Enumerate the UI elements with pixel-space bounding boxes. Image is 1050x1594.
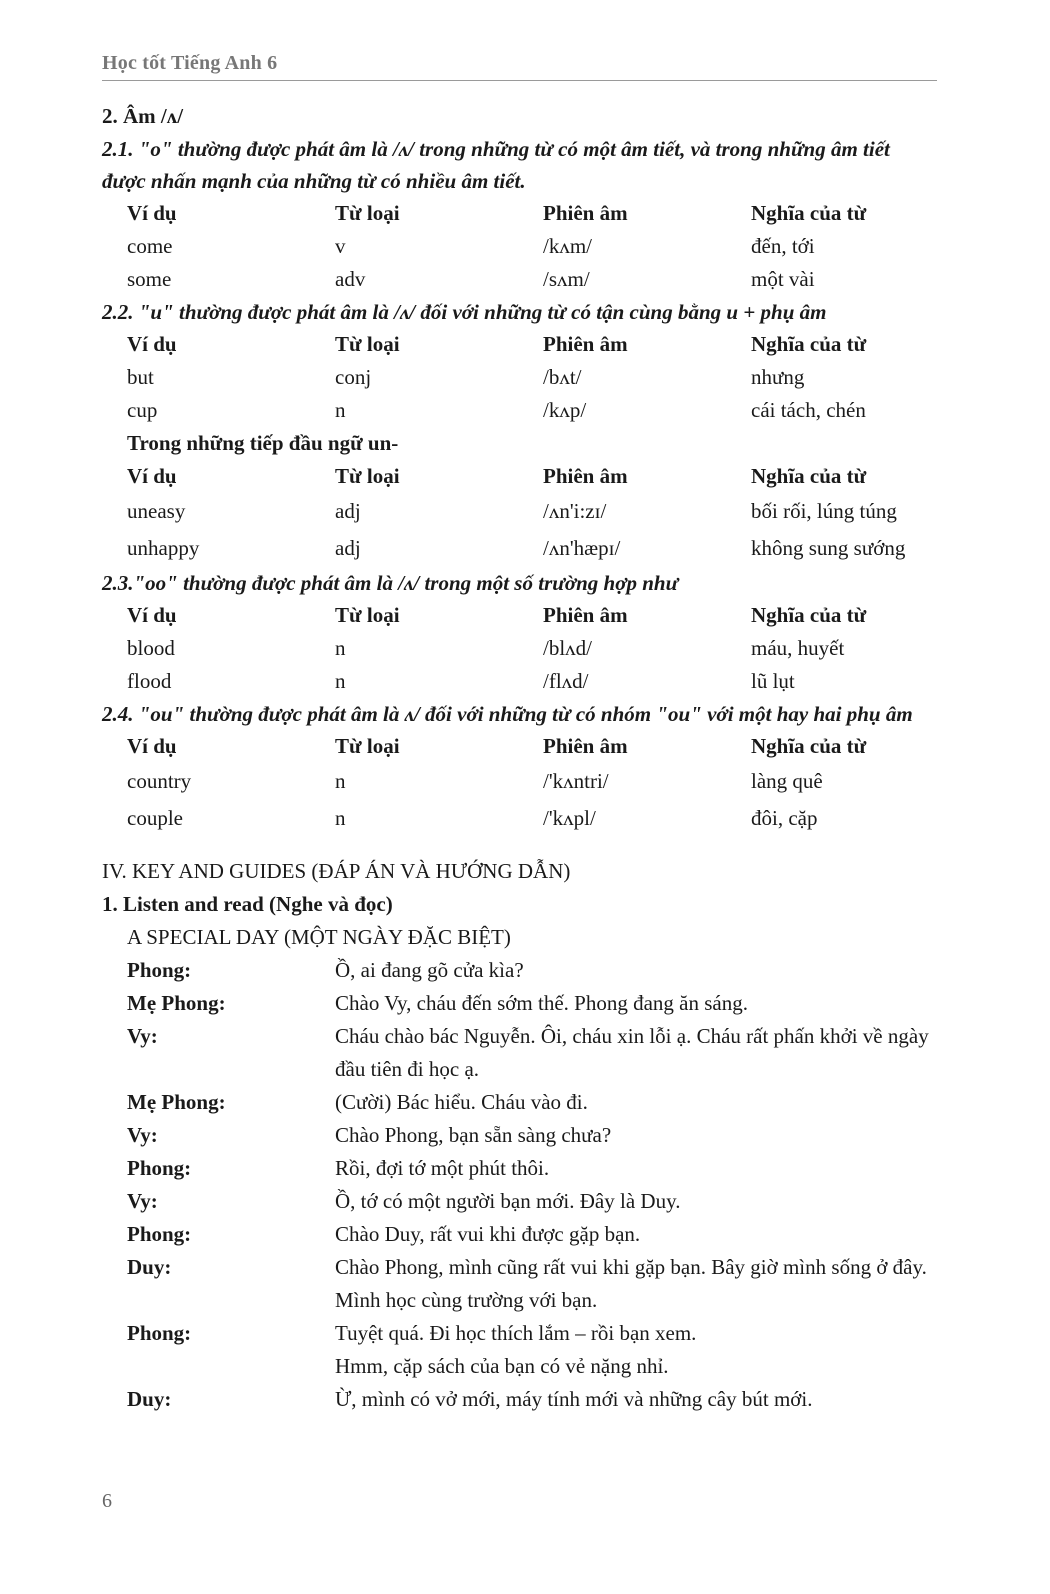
speaker-name: Vy: xyxy=(127,1123,158,1147)
table-row xyxy=(102,800,937,837)
table-row xyxy=(102,530,937,567)
table-cell: /'kʌpl/ xyxy=(543,806,596,830)
table-cell: n xyxy=(335,669,346,693)
dialogue-line xyxy=(102,1152,937,1185)
column-header: Phiên âm xyxy=(543,332,628,356)
table-cell: /'kʌntri/ xyxy=(543,769,609,793)
dialogue-text: Cháu chào bác Nguyễn. Ôi, cháu xin lỗi ạ. Cháu rất phấn khởi về ngày đầu tiên đi học ạ. xyxy=(335,1024,929,1081)
dialogue-line xyxy=(102,1350,937,1383)
table-cell: /sʌm/ xyxy=(543,267,590,291)
table-header-row xyxy=(102,730,937,763)
table-cell: n xyxy=(335,769,346,793)
dialogue-text: Ồ, ai đang gõ cửa kìa? xyxy=(335,958,524,982)
section-4-title: IV. KEY AND GUIDES (ĐÁP ÁN VÀ HƯỚNG DẪN) xyxy=(102,859,571,883)
table-cell: couple xyxy=(127,806,183,830)
dialogue-text: Rồi, đợi tớ một phút thôi. xyxy=(335,1156,550,1180)
dialogue-line xyxy=(102,1020,937,1086)
table-cell: n xyxy=(335,398,346,422)
dialogue-text: Ừ, mình có vở mới, máy tính mới và những cây bút mới. xyxy=(335,1387,813,1411)
column-header: Nghĩa của từ xyxy=(751,603,867,627)
table-cell: conj xyxy=(335,365,372,389)
story-title: A SPECIAL DAY (MỘT NGÀY ĐẶC BIỆT) xyxy=(127,925,511,949)
dialogue-text: Ồ, tớ có một người bạn mới. Đây là Duy. xyxy=(335,1189,681,1213)
dialogue-line xyxy=(102,1218,937,1251)
example-table-2-3 xyxy=(102,599,937,698)
dialogue-text: (Cười) Bác hiểu. Cháu vào đi. xyxy=(335,1090,588,1114)
speaker-name: Duy: xyxy=(127,1387,172,1411)
table-cell: adj xyxy=(335,536,361,560)
table-cell: /flʌd/ xyxy=(543,669,589,693)
table-cell: adj xyxy=(335,499,361,523)
page-number: 6 xyxy=(102,1490,112,1512)
column-header: Từ loại xyxy=(335,464,400,488)
column-header: Từ loại xyxy=(335,201,400,225)
table-cell: bối rối, lúng túng xyxy=(751,499,897,523)
speaker-name: Mẹ Phong: xyxy=(127,991,226,1015)
column-header: Nghĩa của từ xyxy=(751,332,867,356)
listen-read-heading: 1. Listen and read (Nghe và đọc) xyxy=(102,892,393,916)
prefix-note: Trong những tiếp đầu ngữ un- xyxy=(127,431,399,455)
dialogue-line xyxy=(102,987,937,1020)
column-header: Phiên âm xyxy=(543,201,628,225)
table-row xyxy=(102,394,937,427)
rule-2-3: 2.3."oo" thường được phát âm là /ʌ/ trong một số trường hợp như xyxy=(102,571,679,595)
table-cell: /kʌp/ xyxy=(543,398,587,422)
table-cell: n xyxy=(335,806,346,830)
table-cell: /blʌd/ xyxy=(543,636,593,660)
column-header: Ví dụ xyxy=(127,201,177,225)
rule-2-4: 2.4. "ou" thường được phát âm là ʌ/ đối với những từ có nhóm "ou" với một hay hai phụ âm xyxy=(102,702,913,726)
speaker-name: Phong: xyxy=(127,1222,192,1246)
dialogue-line xyxy=(102,1185,937,1218)
table-cell: /ʌn'hæpɪ/ xyxy=(543,536,621,560)
example-table-2-2b xyxy=(102,460,937,567)
page-content xyxy=(102,100,937,1416)
dialogue-line xyxy=(102,1251,937,1317)
table-header-row xyxy=(102,197,937,230)
example-table-2-4 xyxy=(102,730,937,837)
column-header: Từ loại xyxy=(335,332,400,356)
table-cell: some xyxy=(127,267,172,291)
speaker-name: Duy: xyxy=(127,1255,172,1279)
example-table-2-1 xyxy=(102,197,937,296)
example-table-2-2 xyxy=(102,328,937,427)
table-cell: but xyxy=(127,365,154,389)
dialogue-text: Chào Vy, cháu đến sớm thế. Phong đang ăn sáng. xyxy=(335,991,748,1015)
table-cell: v xyxy=(335,234,346,258)
rule-2-1: 2.1. "o" thường được phát âm là /ʌ/ trong những từ có một âm tiết, và trong những âm tiết được nhấn mạnh của những từ có nhiều âm tiết. xyxy=(102,137,890,193)
column-header: Ví dụ xyxy=(127,332,177,356)
table-row xyxy=(102,632,937,665)
table-header-row xyxy=(102,599,937,632)
speaker-name xyxy=(127,1350,335,1383)
speaker-name: Vy: xyxy=(127,1024,158,1048)
table-cell: /kʌm/ xyxy=(543,234,593,258)
table-cell: country xyxy=(127,769,192,793)
table-cell: /bʌt/ xyxy=(543,365,582,389)
speaker-name: Mẹ Phong: xyxy=(127,1090,226,1114)
table-row xyxy=(102,493,937,530)
running-header xyxy=(102,52,937,81)
table-cell: unhappy xyxy=(127,536,200,560)
table-row xyxy=(102,665,937,698)
table-cell: adv xyxy=(335,267,366,291)
dialogue-line xyxy=(102,1317,937,1350)
table-cell: nhưng xyxy=(751,365,805,389)
speaker-name: Phong: xyxy=(127,1321,192,1345)
section-2-title: 2. Âm /ʌ/ xyxy=(102,104,184,128)
column-header: Nghĩa của từ xyxy=(751,734,867,758)
speaker-name: Phong: xyxy=(127,958,192,982)
table-cell: flood xyxy=(127,669,172,693)
dialogue-line xyxy=(102,1383,937,1416)
table-row xyxy=(102,263,937,296)
table-cell: máu, huyết xyxy=(751,636,845,660)
table-cell: làng quê xyxy=(751,769,823,793)
table-row xyxy=(102,763,937,800)
table-cell: đến, tới xyxy=(751,234,815,258)
table-cell: cup xyxy=(127,398,158,422)
table-cell: không sung sướng xyxy=(751,536,906,560)
table-cell: /ʌn'i:zɪ/ xyxy=(543,499,607,523)
table-cell: blood xyxy=(127,636,175,660)
dialogue-line xyxy=(102,954,937,987)
dialogue xyxy=(102,954,937,1416)
table-cell: come xyxy=(127,234,173,258)
column-header: Nghĩa của từ xyxy=(751,201,867,225)
dialogue-text: Chào Duy, rất vui khi được gặp bạn. xyxy=(335,1222,641,1246)
dialogue-text: Chào Phong, mình cũng rất vui khi gặp bạn. Bây giờ mình sống ở đây. Mình học cùng trường với bạn. xyxy=(335,1255,927,1312)
speaker-name: Phong: xyxy=(127,1156,192,1180)
column-header: Ví dụ xyxy=(127,734,177,758)
table-header-row xyxy=(102,460,937,493)
table-cell: n xyxy=(335,636,346,660)
dialogue-text: Hmm, cặp sách của bạn có vẻ nặng nhỉ. xyxy=(335,1354,669,1378)
column-header: Từ loại xyxy=(335,603,400,627)
book-title: Học tốt Tiếng Anh 6 xyxy=(102,52,278,74)
table-cell: cái tách, chén xyxy=(751,398,866,422)
rule-2-2: 2.2. "u" thường được phát âm là /ʌ/ đối với những từ có tận cùng bằng u + phụ âm xyxy=(102,300,827,324)
table-cell: đôi, cặp xyxy=(751,806,818,830)
column-header: Từ loại xyxy=(335,734,400,758)
table-cell: một vài xyxy=(751,267,815,291)
dialogue-text: Tuyệt quá. Đi học thích lắm – rồi bạn xem. xyxy=(335,1321,697,1345)
column-header: Nghĩa của từ xyxy=(751,464,867,488)
column-header: Phiên âm xyxy=(543,603,628,627)
column-header: Phiên âm xyxy=(543,734,628,758)
table-row xyxy=(102,361,937,394)
column-header: Phiên âm xyxy=(543,464,628,488)
column-header: Ví dụ xyxy=(127,464,177,488)
table-row xyxy=(102,230,937,263)
table-cell: lũ lụt xyxy=(751,669,795,693)
dialogue-text: Chào Phong, bạn sẵn sàng chưa? xyxy=(335,1123,612,1147)
dialogue-line xyxy=(102,1119,937,1152)
column-header: Ví dụ xyxy=(127,603,177,627)
table-cell: uneasy xyxy=(127,499,186,523)
speaker-name: Vy: xyxy=(127,1189,158,1213)
dialogue-line xyxy=(102,1086,937,1119)
table-header-row xyxy=(102,328,937,361)
